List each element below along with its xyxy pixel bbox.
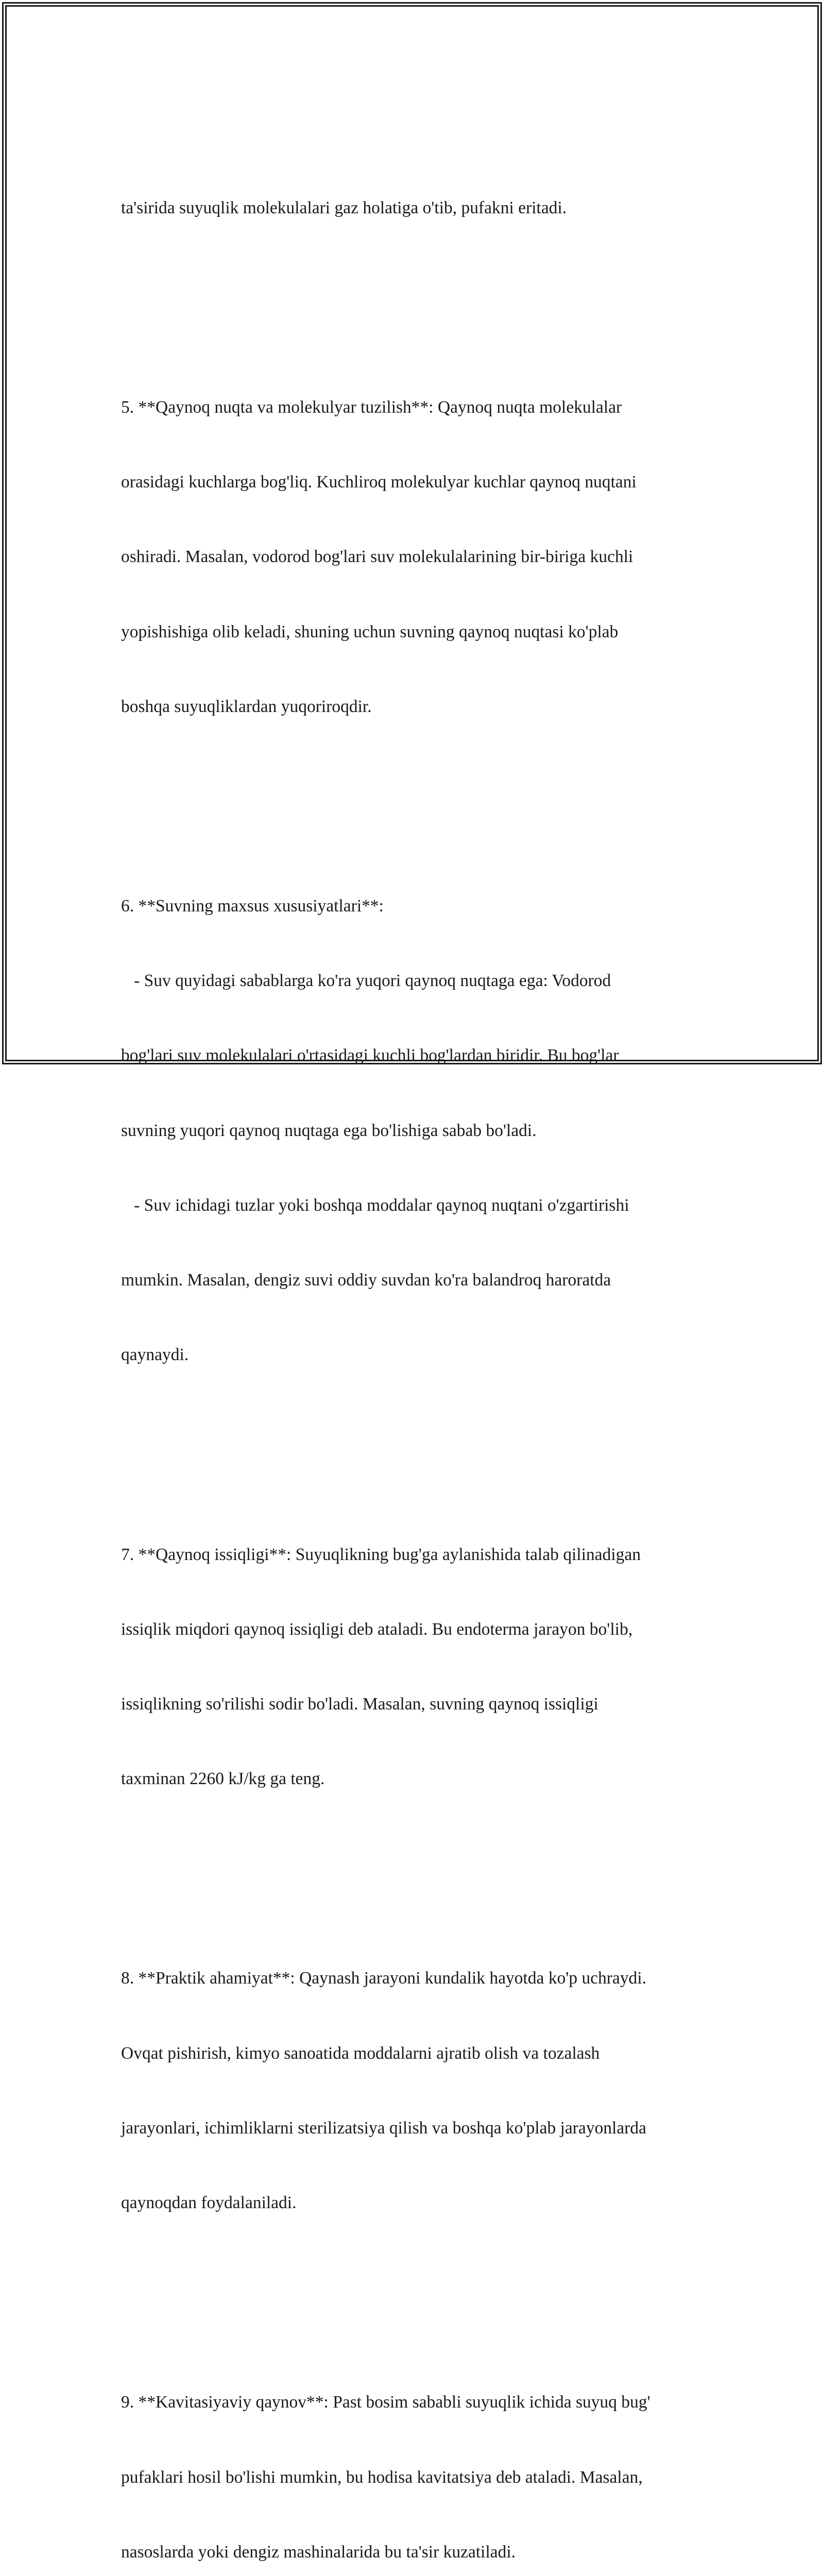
text-line: suvning yuqori qaynoq nuqtaga ega bo'lishiga sabab bo'ladi. xyxy=(121,1121,537,1140)
paragraph xyxy=(121,2340,708,2576)
text-line: boshqa suyuqliklardan yuqoriroqdir. xyxy=(121,697,372,716)
paragraph xyxy=(121,844,708,1417)
text-line: Ovqat pishirish, kimyo sanoatida moddalarni ajratib olish va tozalash xyxy=(121,2043,600,2063)
text-line: bog'lari suv molekulalari o'rtasidagi kuchli bog'lardan biridir. Bu bog'lar xyxy=(121,1046,619,1065)
text-line: 6. **Suvning maxsus xususiyatlari**: xyxy=(121,896,384,916)
text-line: qaynaydi. xyxy=(121,1345,189,1365)
paragraph xyxy=(121,1917,708,2266)
text-line: orasidagi kuchlarga bog'liq. Kuchliroq molekulyar kuchlar qaynoq nuqtani xyxy=(121,472,637,492)
text-line: 7. **Qaynoq issiqligi**: Suyuqlikning bug'ga aylanishida talab qilinadigan xyxy=(121,1545,641,1564)
text-line: 8. **Praktik ahamiyat**: Qaynash jarayoni kundalik hayotda ko'p uchraydi. xyxy=(121,1969,647,1988)
text-line: - Suv quyidagi sabablarga ko'ra yuqori qaynoq nuqtaga ega: Vodorod xyxy=(121,971,611,991)
text-line: issiqlik miqdori qaynoq issiqligi deb ataladi. Bu endoterma jarayon bo'lib, xyxy=(121,1619,633,1639)
text-line: issiqlikning so'rilishi sodir bo'ladi. Masalan, suvning qaynoq issiqligi xyxy=(121,1694,598,1714)
text-line: oshiradi. Masalan, vodorod bog'lari suv molekulalarining bir-biriga kuchli xyxy=(121,547,633,567)
text-line: jarayonlari, ichimliklarni sterilizatsiya qilish va boshqa ko'plab jarayonlarda xyxy=(121,2118,647,2138)
text-line: nasoslarda yoki dengiz mashinalarida bu ta'sir kuzatiladi. xyxy=(121,2542,516,2562)
text-line: - Suv ichidagi tuzlar yoki boshqa moddalar qaynoq nuqtani o'zgartirishi xyxy=(121,1195,629,1215)
text-line: pufaklari hosil bo'lishi mumkin, bu hodisa kavitatsiya deb ataladi. Masalan, xyxy=(121,2467,643,2487)
paragraph xyxy=(121,146,708,270)
text-line: qaynoqdan foydalaniladi. xyxy=(121,2193,297,2213)
text-line: ta'sirida suyuqlik molekulalari gaz holatiga o'tib, pufakni eritadi. xyxy=(121,198,567,217)
document-body xyxy=(121,96,708,2576)
text-line: taxminan 2260 kJ/kg ga teng. xyxy=(121,1769,325,1789)
text-line: 9. **Kavitasiyaviy qaynov**: Past bosim sababli suyuqlik ichida suyuq bug' xyxy=(121,2393,650,2412)
paragraph xyxy=(121,345,708,769)
text-line: yopishishiga olib keladi, shuning uchun suvning qaynoq nuqtasi ko'plab xyxy=(121,622,619,641)
paragraph xyxy=(121,1493,708,1842)
text-line: 5. **Qaynoq nuqta va molekulyar tuzilish**: Qaynoq nuqta molekulalar xyxy=(121,397,622,417)
text-line: mumkin. Masalan, dengiz suvi oddiy suvdan ko'ra balandroq haroratda xyxy=(121,1270,611,1290)
